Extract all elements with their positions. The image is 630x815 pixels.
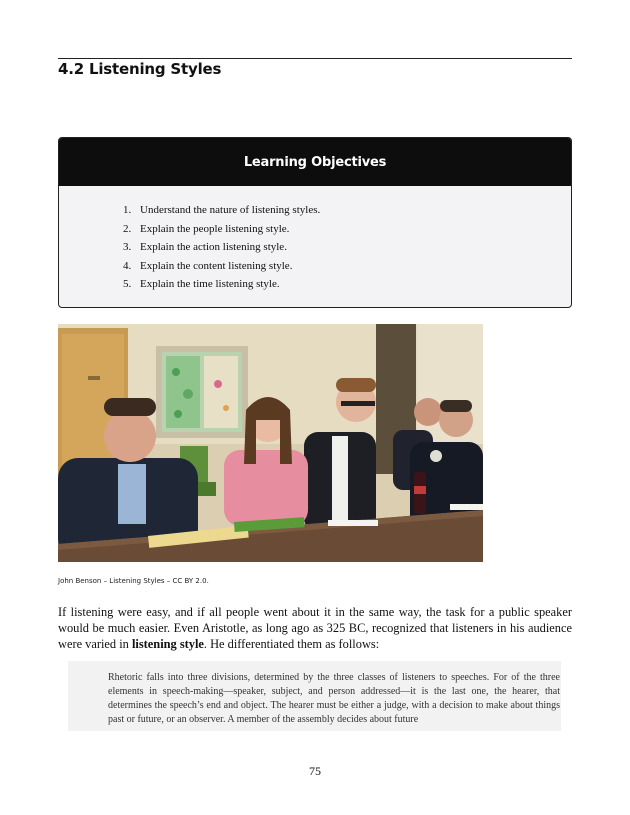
objective-number: 1. <box>123 204 132 216</box>
block-quote-text: Rhetoric falls into three divisions, determined by the three classes of listeners to speeches. For of the three elements in speech-making—speaker, subject, and person addressed—it is the last one, the hearer, that determines the speech’s end and object. The hearer must be either a judge, with a decision to make about things past or future, or an observer. A member of the assembly decides about future <box>108 672 560 725</box>
learning-objectives-list <box>59 201 571 294</box>
objective-item <box>123 275 571 294</box>
body-text: If listening were easy, and if all people went about it in the same way, the task for a public speaker would be much easier. Even Aristotle, as long ago as 325 BC, recognized that listeners in his audience were varied in <box>58 605 572 651</box>
body-text-end: . He differentiated them as follows: <box>203 637 380 651</box>
title-rule <box>58 58 572 59</box>
body-paragraph <box>58 604 572 652</box>
objective-item <box>123 201 571 220</box>
objective-item <box>123 220 571 239</box>
classroom-photo-illustration <box>58 324 483 562</box>
objective-number: 5. <box>123 278 132 291</box>
objective-number: 3. <box>123 241 132 254</box>
objective-number: 2. <box>123 222 132 235</box>
objective-item <box>123 238 571 257</box>
page-number: 75 <box>309 764 321 778</box>
block-quote <box>68 661 561 731</box>
objective-item <box>123 257 571 276</box>
learning-objectives-box <box>58 137 572 308</box>
objective-text: Understand the nature of listening styles. <box>140 204 321 216</box>
body-bold-term: listening style <box>131 637 204 651</box>
photo-caption: John Benson – Listening Styles – CC BY 2.0. <box>58 577 209 585</box>
classroom-photo <box>58 324 483 562</box>
learning-objectives-heading: Learning Objectives <box>59 138 571 186</box>
objective-number: 4. <box>123 259 132 272</box>
objective-text: Explain the action listening style. <box>140 241 287 254</box>
objective-text: Explain the time listening style. <box>140 278 280 291</box>
section-title: 4.2 Listening Styles <box>58 60 222 78</box>
objective-text: Explain the people listening style. <box>140 222 290 235</box>
objective-text: Explain the content listening style. <box>140 259 293 272</box>
